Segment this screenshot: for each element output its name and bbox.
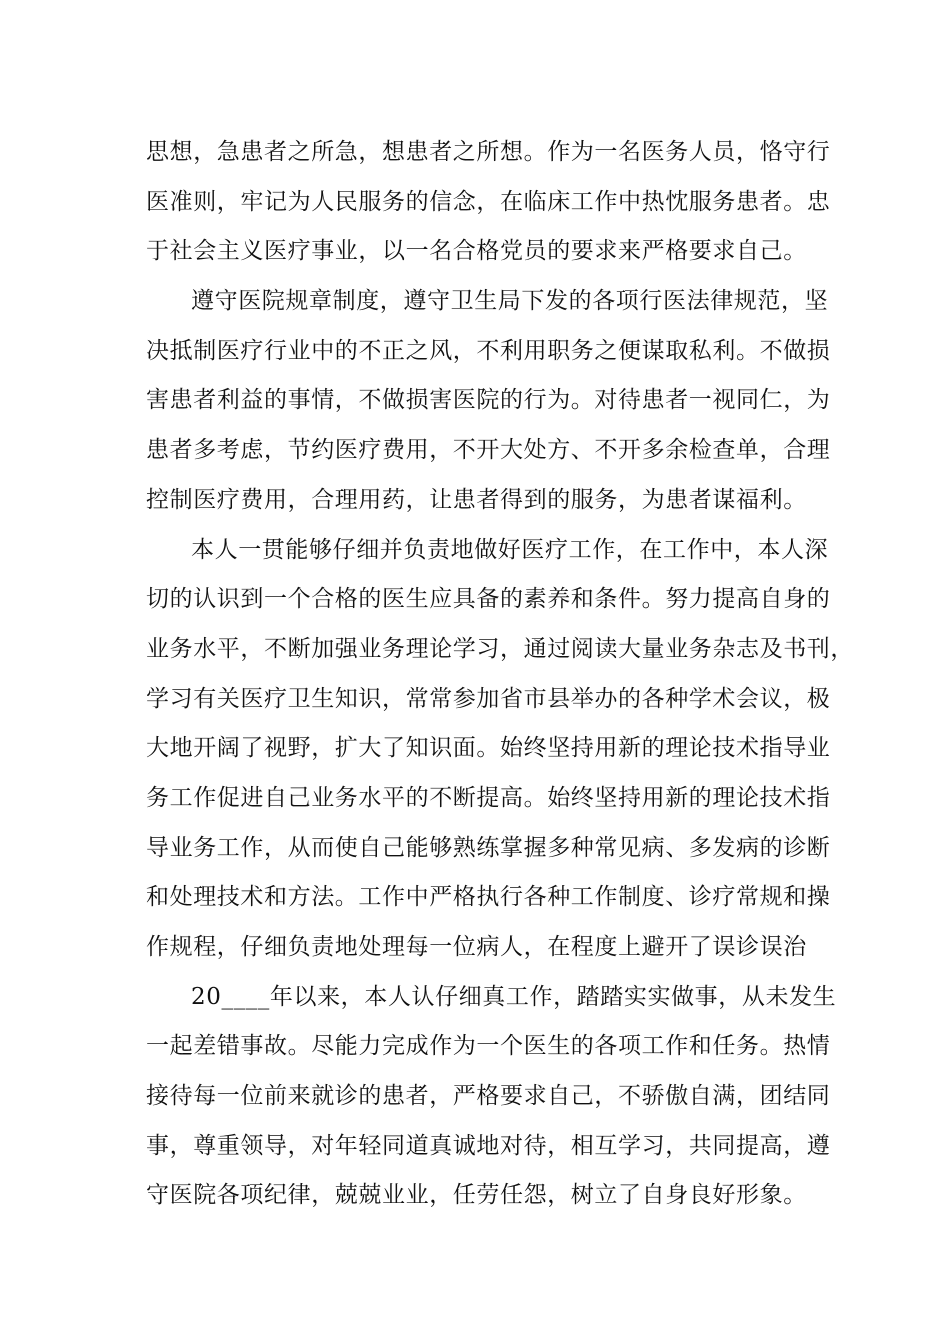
text-line: 守医院各项纪律，兢兢业业，任劳任怨，树立了自身良好形象。 [146, 1182, 807, 1209]
text-line: 务工作促进自己业务水平的不断提高。始终坚持用新的理论技术指 [146, 784, 831, 811]
paragraph-start-line: 遵守医院规章制度，遵守卫生局下发的各项行医法律规范，坚 [191, 288, 829, 315]
text-line: 导业务工作，从而使自己能够熟练掌握多种常见病、多发病的诊断 [146, 834, 831, 861]
text-line: 决抵制医疗行业中的不正之风，不利用职务之便谋取私利。不做损 [146, 337, 831, 364]
text-line: 切的认识到一个合格的医生应具备的素养和条件。努力提高自身的 [146, 586, 831, 613]
text-line: 接待每一位前来就诊的患者，严格要求自己，不骄傲自满，团结同 [146, 1083, 831, 1110]
paragraph-start-line: 20____年以来，本人认仔细真工作，踏踏实实做事，从未发生 [191, 983, 837, 1010]
text-line: 事，尊重领导，对年轻同道真诚地对待，相互学习，共同提高，遵 [146, 1132, 831, 1159]
text-line: 于社会主义医疗事业，以一名合格党员的要求来严格要求自己。 [146, 238, 807, 265]
text-line: 大地开阔了视野，扩大了知识面。始终坚持用新的理论技术指导业 [146, 735, 831, 762]
text-line: 业务水平，不断加强业务理论学习，通过阅读大量业务杂志及书刊， [146, 635, 854, 662]
text-line: 医准则，牢记为人民服务的信念，在临床工作中热忱服务患者。忠 [146, 188, 831, 215]
text-line: 学习有关医疗卫生知识，常常参加省市县举办的各种学术会议，极 [146, 685, 831, 712]
text-line: 控制医疗费用，合理用药，让患者得到的服务，为患者谋福利。 [146, 486, 807, 513]
text-line: 害患者利益的事情，不做损害医院的行为。对待患者一视同仁，为 [146, 387, 831, 414]
text-line: 患者多考虑，节约医疗费用，不开大处方、不开多余检查单，合理 [146, 437, 831, 464]
paragraph-start-line: 本人一贯能够仔细并负责地做好医疗工作，在工作中，本人深 [191, 536, 829, 563]
body-text [146, 128, 854, 1221]
text-line: 和处理技术和方法。工作中严格执行各种工作制度、诊疗常规和操 [146, 884, 831, 911]
text-line: 思想，急患者之所急，想患者之所想。作为一名医务人员，恪守行 [146, 139, 831, 165]
text-line: 作规程，仔细负责地处理每一位病人，在程度上避开了误诊误治 [146, 934, 807, 960]
text-line: 一起差错事故。尽能力完成作为一个医生的各项工作和任务。热情 [146, 1033, 831, 1060]
